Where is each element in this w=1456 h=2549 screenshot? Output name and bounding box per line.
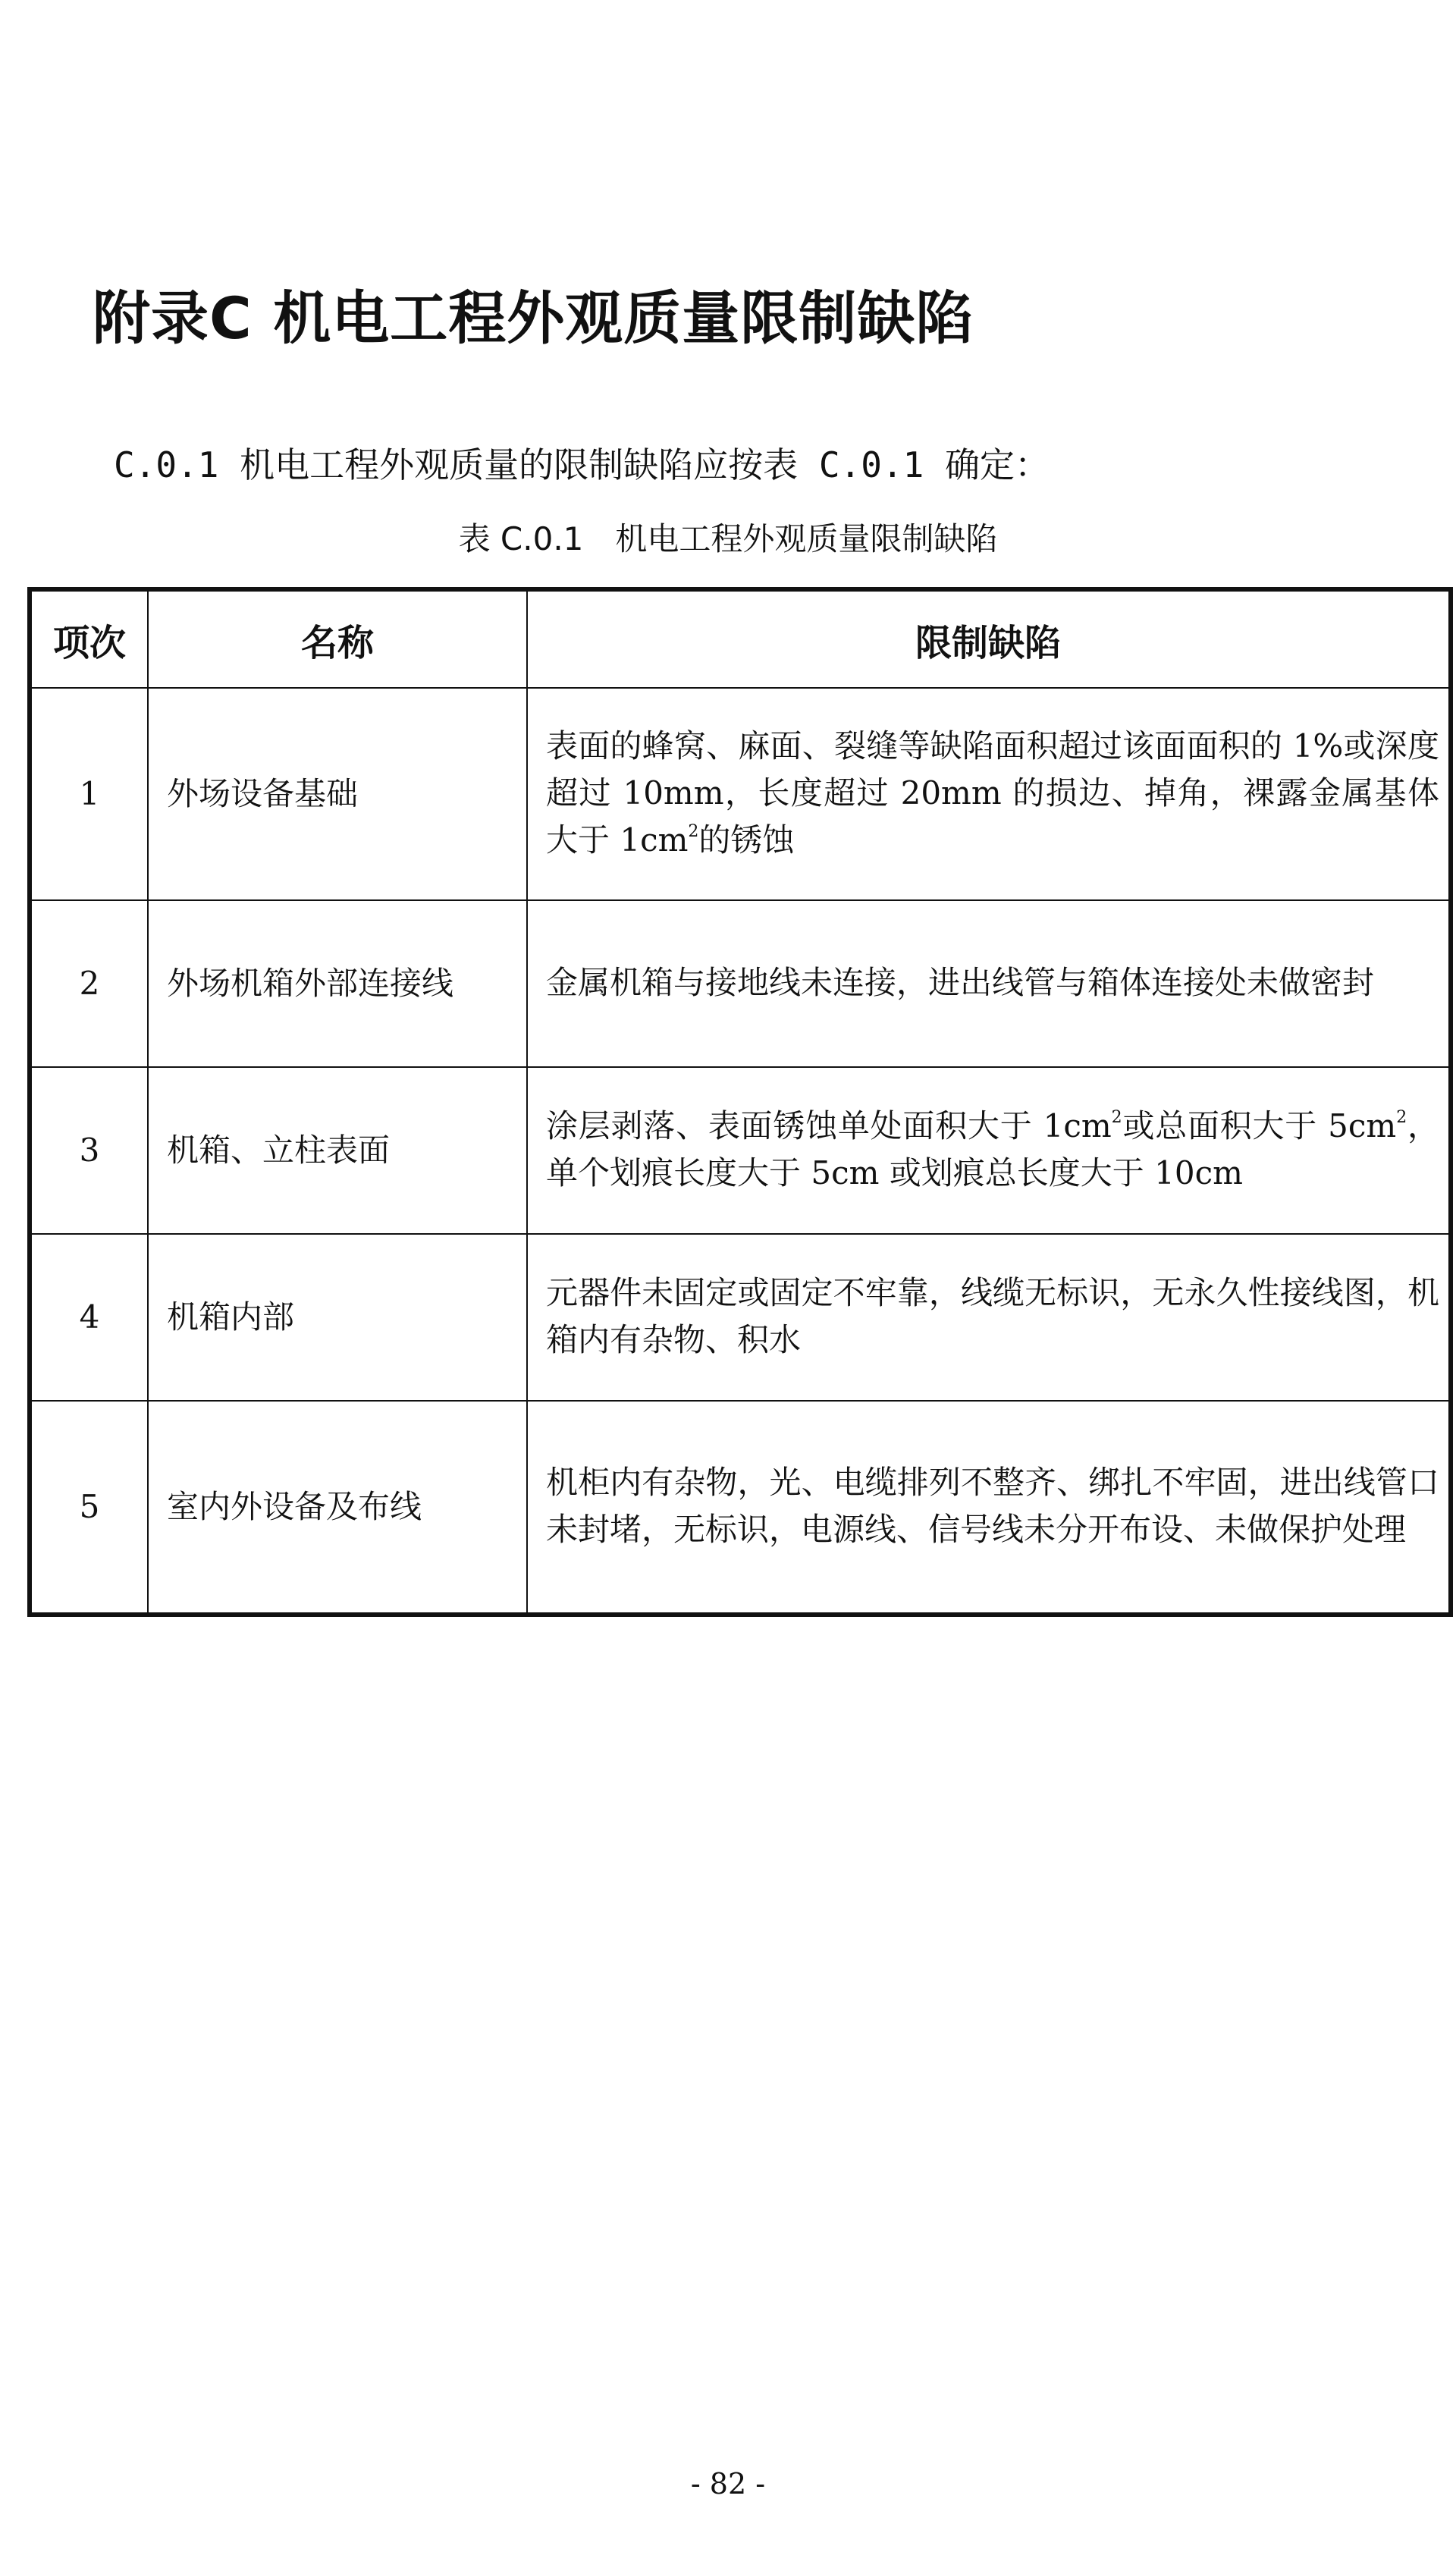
item-defect [527, 1067, 1451, 1234]
defect-text: 机柜内有杂物，光、电缆排列不整齐、绑扎不牢固，进出线管口未封堵，无标识，电源线、信号线未分开布设、未做保护处理 [546, 1464, 1439, 1548]
header-defect: 限制缺陷 [527, 589, 1451, 688]
item-name: 室内外设备及布线 [148, 1401, 527, 1615]
item-defect [527, 688, 1451, 900]
item-number: 3 [30, 1067, 148, 1234]
table-row [30, 1234, 1451, 1401]
item-name: 机箱内部 [148, 1234, 527, 1401]
item-name: 外场设备基础 [148, 688, 527, 900]
item-name: 机箱、立柱表面 [148, 1067, 527, 1234]
header-name: 名称 [148, 589, 527, 688]
item-number: 1 [30, 688, 148, 900]
table-caption: 表 C.0.1 机电工程外观质量限制缺陷 [458, 520, 998, 557]
item-number: 4 [30, 1234, 148, 1401]
defect-text: 表面的蜂窝、麻面、裂缝等缺陷面积超过该面面积的 1%或深度超过 10mm，长度超过 20mm 的损边、掉角，裸露金属基体大于 1cm [546, 727, 1439, 859]
header-item-no: 项次 [30, 589, 148, 688]
table-header-row [30, 589, 1451, 688]
item-number: 2 [30, 900, 148, 1067]
superscript: 2 [1111, 1108, 1122, 1127]
table-row [30, 1401, 1451, 1615]
superscript: 2 [688, 822, 699, 841]
table-row [30, 900, 1451, 1067]
table-row [30, 688, 1451, 900]
defect-text: ，单个划痕长度大于 5cm 或划痕总长度大于 10cm [546, 1107, 1439, 1191]
item-defect [527, 900, 1451, 1067]
superscript: 2 [1396, 1108, 1407, 1127]
defect-text: 涂层剥落、表面锈蚀单处面积大于 1cm [546, 1107, 1112, 1144]
clause-text: C.0.1 机电工程外观质量的限制缺陷应按表 C.0.1 确定： [114, 444, 1050, 485]
item-number: 5 [30, 1401, 148, 1615]
item-name: 外场机箱外部连接线 [148, 900, 527, 1067]
defect-text: 元器件未固定或固定不牢靠，线缆无标识，无永久性接线图，机箱内有杂物、积水 [546, 1274, 1439, 1358]
item-defect [527, 1234, 1451, 1401]
appendix-heading: 附录C 机电工程外观质量限制缺陷 [93, 284, 974, 352]
table-row [30, 1067, 1451, 1234]
defect-text: 的锈蚀 [698, 821, 795, 859]
defect-text: 金属机箱与接地线未连接，进出线管与箱体连接处未做密封 [546, 964, 1375, 1001]
defect-text: 或总面积大于 5cm [1122, 1107, 1397, 1144]
defect-table [27, 587, 1453, 1617]
page-number: - 82 - [690, 2467, 766, 2500]
item-defect [527, 1401, 1451, 1615]
